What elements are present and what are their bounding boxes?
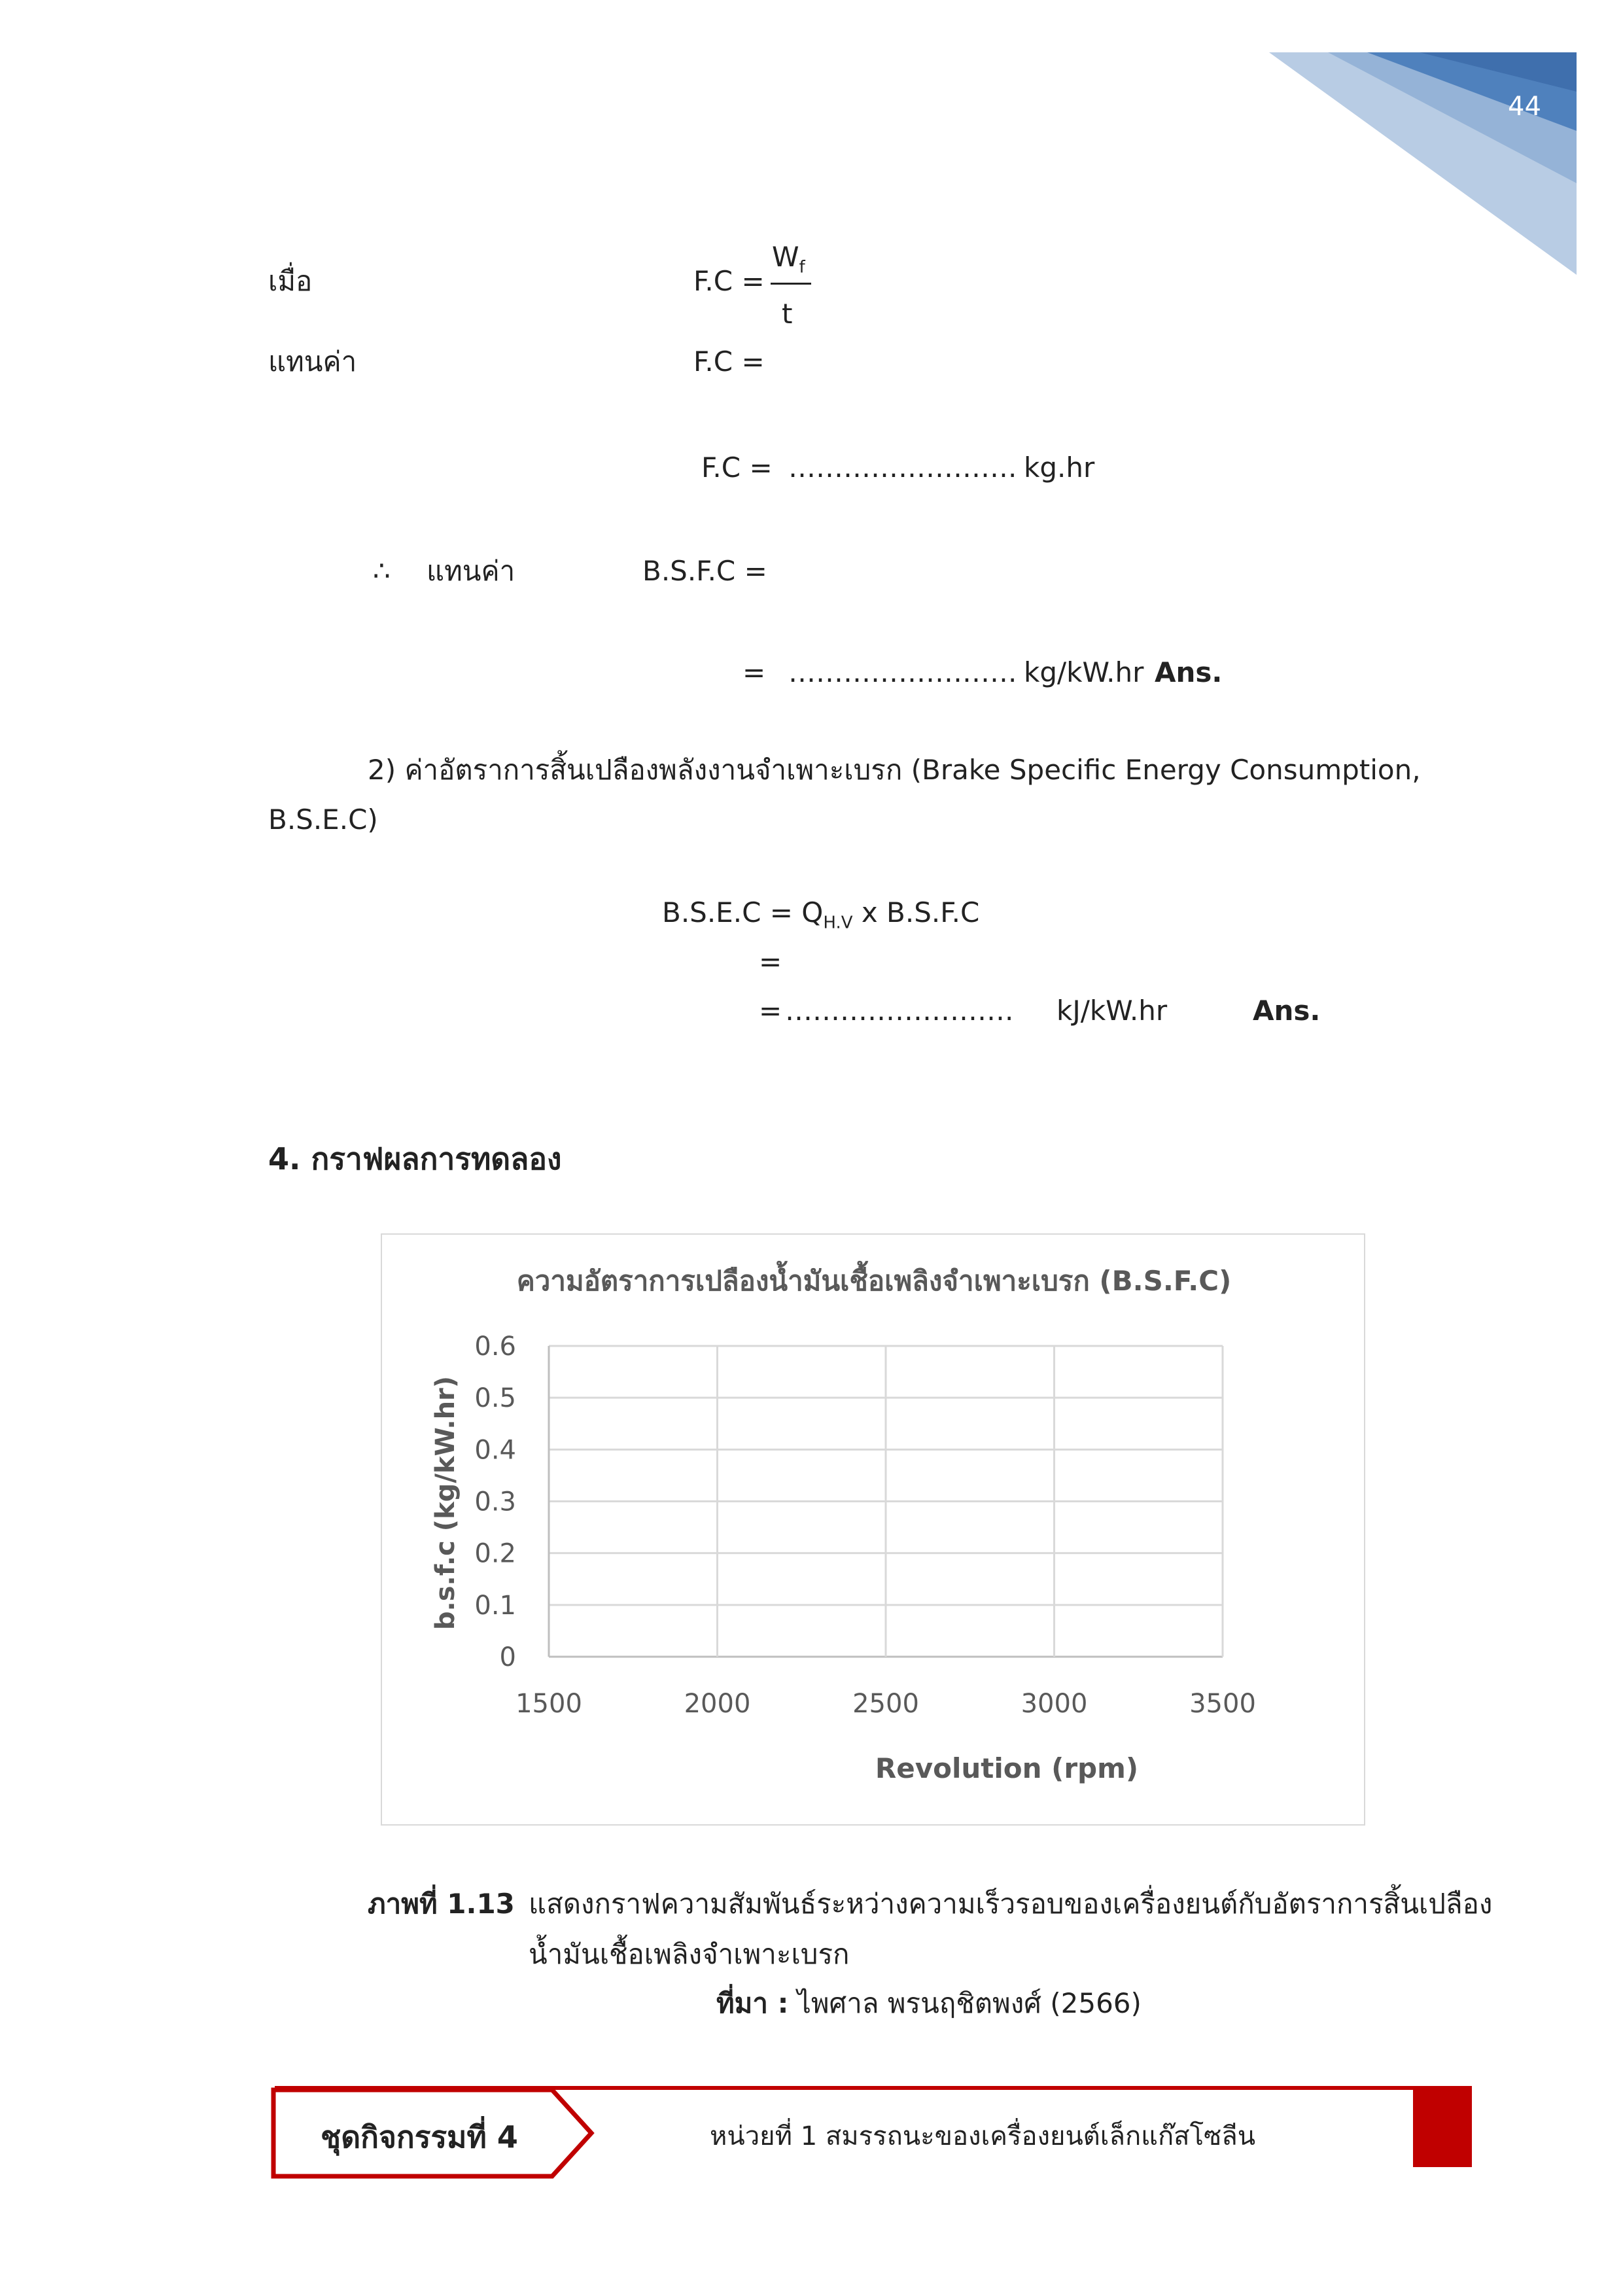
bsec-equals-2: = [759,995,782,1027]
y-tick-label: 0.1 [474,1590,516,1621]
caption-line-2: น้ำมันเชื้อเพลิงจำเพาะเบรก [529,1938,850,1970]
x-tick-label: 1500 [515,1689,582,1719]
page-number: 44 [1508,92,1541,122]
bsfc-equals: = [742,656,766,688]
bsec-formula: $B.S.E.C = Q_{H.V}$ x B.S.F.C [662,896,980,933]
bsfc-label-substitute: แทนค่า [427,555,515,587]
footer-activity: ชุดกิจกรรมที่ 4 [321,2119,518,2155]
fc-lhs-2: F.C = [693,345,765,378]
x-tick-label: 3000 [1021,1689,1088,1719]
caption-line-1: แสดงกราฟความสัมพันธ์ระหว่างความเร็วรอบของเครื่องยนต์กับอัตราการสิ้นเปลือง [529,1888,1493,1920]
section-2-line-1: 2) ค่าอัตราการสิ้นเปลืองพลังงานจำเพาะเบรก (Brake Specific Energy Consumption, [368,754,1421,786]
fc-blank: ……………………. [788,451,1017,484]
bsfc-lhs: B.S.F.C = [642,555,767,587]
x-tick-label: 3500 [1189,1689,1256,1719]
section-2-line-2: B.S.E.C) [268,804,378,836]
caption-label: ภาพที่ 1.13 [368,1888,515,1920]
x-tick-label: 2000 [684,1689,751,1719]
footer-red-block [1413,2089,1472,2167]
y-tick-label: 0.4 [474,1435,516,1466]
corner-decoration [1269,52,1577,275]
x-axis-label: Revolution (rpm) [875,1752,1139,1784]
y-axis-label: b.s.f.c (kg/kW.hr) [430,1375,461,1631]
chart-title: ความอัตราการเปลืองน้ำมันเชื้อเพลิงจำเพาะเบรก (B.S.F.C) [516,1265,1232,1297]
section-4-heading: 4. กราฟผลการทดลอง [268,1141,562,1176]
caption-source: ที่มา : ไพศาล พรนฤชิตพงศ์ (2566) [716,1987,1142,2019]
bsfc-blank: ……………………. [788,656,1017,688]
bsfc-ans: Ans. [1155,656,1223,688]
bsec-equals-1: = [759,945,782,978]
y-tick-label: 0.5 [474,1383,516,1414]
y-tick-label: 0.6 [474,1332,516,1362]
fc-lhs-3: F.C = [701,451,773,484]
y-axis-ticks [474,1332,516,1672]
y-tick-label: 0.2 [474,1538,516,1569]
bsfc-chart [382,1235,1367,1827]
y-tick-label: 0.3 [474,1487,516,1517]
x-tick-label: 2500 [852,1689,919,1719]
footer-unit-title: หน่วยที่ 1 สมรรถนะของเครื่องยนต์เล็กแก๊สโซลีน [710,2121,1256,2151]
label-substitute: แทนค่า [268,345,357,378]
fc-unit: kg.hr [1024,451,1095,484]
fc-lhs: F.C = [693,265,765,297]
bsfc-unit: kg/kW.hr [1024,656,1144,688]
chart-frame [381,1233,1365,1826]
y-tick-label: 0 [499,1642,516,1672]
label-when: เมื่อ [268,265,313,297]
therefore-symbol: ∴ [373,555,391,587]
fraction-denominator: t [782,298,793,330]
chart-grid [549,1346,1223,1657]
fraction-numerator: $W_f$ [772,241,805,277]
x-axis-ticks [515,1689,1256,1719]
fraction-bar [771,283,811,285]
bsec-ans: Ans. [1253,995,1321,1027]
bsec-unit: kJ/kW.hr [1056,995,1168,1027]
bsec-blank: ……………………. [785,995,1014,1027]
